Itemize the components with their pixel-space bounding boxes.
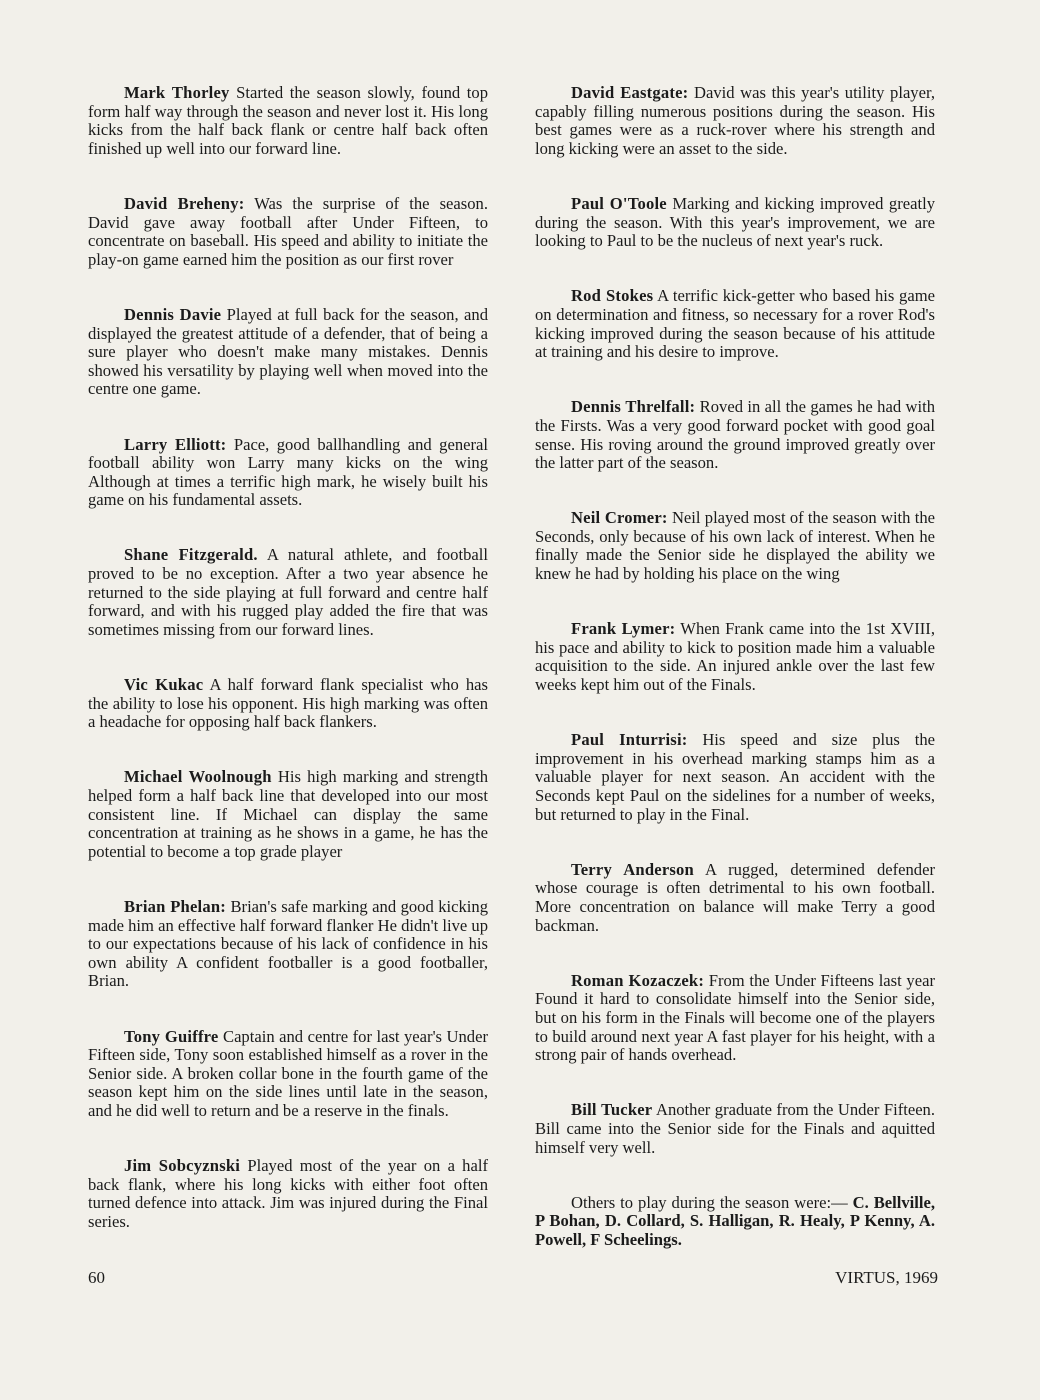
player-entry: [535, 195, 935, 251]
player-description: David was this year's utility player, capably filling numerous positions during the season. His best games were as a ruck-rover where his strength and long kicking were an asset to the side.: [535, 83, 935, 158]
player-description: Pace, good ballhandling and general football ability won Larry many kicks on the wing Although at times a terrific high mark, he wisely built his game on his fundamental assets.: [88, 434, 488, 510]
player-description: His speed and size plus the improvement in his overhead marking stamps him as a valuable player for next season. An accident with the Seconds kept Paul on the sidelines for a number of weeks, but returned to play in the Final.: [535, 730, 935, 824]
player-name: Shane Fitzgerald.: [124, 545, 258, 565]
player-entry: [88, 1028, 488, 1121]
player-name: Roman Kozaczek:: [571, 970, 705, 990]
player-description: A natural athlete, and football proved to be no exception. After a two year absence he returned to the side playing at full forward and centre half forward, and with his rugged play added the fire that was sometimes missing from our forward lines.: [88, 545, 488, 639]
player-description: From the Under Fifteens last year Found it hard to consolidate himself into the Senior side, but on his form in the Finals will become one of the players to build around next year A fast player for his height, with a strong pair of hands overhead.: [535, 970, 935, 1065]
player-description: Roved in all the games he had with the Firsts. Was a very good forward pocket with good goal sense. His roving around the ground improved greatly over the latter part of the season.: [535, 397, 936, 473]
player-entry: [88, 1157, 488, 1231]
player-name: David Eastgate:: [571, 83, 689, 102]
player-name: Terry Anderson: [571, 859, 694, 879]
player-name: Vic Kukac: [124, 675, 204, 695]
player-name: Michael Woolnough: [124, 767, 272, 787]
player-name: Dennis Davie: [124, 304, 222, 324]
player-name: Larry Elliott:: [124, 434, 227, 454]
right-column: [535, 84, 935, 1286]
others-intro: Others to play during the season were:—: [571, 1192, 848, 1212]
player-name: Rod Stokes: [571, 286, 654, 306]
player-entry: [88, 768, 488, 861]
player-name: Paul O'Toole: [571, 193, 667, 213]
player-name: Brian Phelan:: [124, 896, 227, 916]
player-description: Was the surprise of the season. David gave away football after Under Fifteen, to concentrate on baseball. His speed and ability to initiate the play-on game earned him the position as our first rover: [88, 193, 488, 269]
player-entry: [88, 898, 488, 991]
player-description: Marking and kicking improved greatly during the season. With this year's improvement, we are looking to Paul to be the nucleus of next year's ruck.: [535, 193, 935, 251]
player-name: Jim Sobcyznski: [124, 1156, 241, 1176]
player-entry: [535, 287, 935, 361]
player-entry: [535, 509, 935, 583]
player-entry: [535, 972, 935, 1065]
player-name: Bill Tucker: [571, 1100, 653, 1120]
player-name: Paul Inturrisi:: [571, 730, 688, 750]
player-entry: [535, 731, 935, 824]
publication-footer: VIRTUS, 1969: [835, 1268, 938, 1287]
player-description: His high marking and strength helped form a half back line that developed into our most consistent line. If Michael can display the same concentration at training as he shows in a game, he has the potential to become a top grade player: [88, 767, 488, 861]
player-description: A half forward flank specialist who has the ability to lose his opponent. His high marking was often a headache for opposing half back flankers.: [88, 675, 488, 732]
page-number: 60: [88, 1268, 105, 1287]
player-entry: [88, 195, 488, 269]
player-description: Started the season slowly, found top form half way through the season and never lost it. His long kicks from the half back flank or centre half back often finished up well into our forward line.: [88, 83, 488, 158]
player-entry: [535, 620, 935, 694]
player-name: Neil Cromer:: [571, 508, 668, 528]
player-entry: [88, 676, 488, 732]
player-entry: [88, 546, 488, 639]
player-entry: [535, 1101, 935, 1157]
player-name: Frank Lymer:: [571, 619, 676, 639]
player-description: Played most of the year on a half back flank, where his long kicks with either foot often turned defence into attack. Jim was injured during the Final series.: [88, 1156, 488, 1231]
player-description: Played at full back for the season, and displayed the greatest attitude of a defender, that of being a sure player who doesn't make many mistakes. Dennis showed his versatility by playing well when moved into the centre one game.: [88, 304, 488, 399]
player-name: Dennis Threlfall:: [571, 397, 696, 417]
player-entry: [88, 436, 488, 510]
player-description: A terrific kick-getter who based his game on determination and fitness, so necessary for a rover Rod's kicking improved during the season because of his attitude at training and his desire to improve.: [535, 286, 935, 362]
left-column: [88, 84, 488, 1268]
player-entry: [535, 84, 935, 158]
player-description: A rugged, determined defender whose courage is often detrimental to his own football. More concentration on balance will make Terry a good backman.: [535, 859, 935, 935]
player-entry: [535, 398, 935, 472]
others-entry: [535, 1194, 935, 1250]
player-name: David Breheny:: [124, 193, 245, 213]
player-description: When Frank came into the 1st XVIII, his pace and ability to kick to position made him a valuable acquisition to the side. An injured ankle over the last few weeks kept him out of the Finals.: [535, 619, 935, 695]
others-names: C. Bellville, P Bohan, D. Collard, S. Halligan, R. Healy, P Kenny, A. Powell, F Scheelings.: [535, 1192, 935, 1249]
player-entry: [535, 861, 935, 935]
player-description: Another graduate from the Under Fifteen. Bill came into the Senior side for the Finals and aquitted himself very well.: [535, 1100, 936, 1157]
player-description: Brian's safe marking and good kicking made him an effective half forward flanker He didn't live up to our expectations because of his lack of confidence in his own ability A confident footballer is a good footballer, Brian.: [88, 896, 488, 991]
player-entry: [88, 84, 488, 158]
player-name: Mark Thorley: [124, 83, 230, 102]
player-description: Captain and centre for last year's Under Fifteen side, Tony soon established himself as a rover in the Senior side. A broken collar bone in the fourth game of the season kept him on the side lines until late in the season, and he did well to return and be a reserve in the finals.: [88, 1026, 488, 1120]
player-description: Neil played most of the season with the Seconds, only because of his own lack of interest. When he finally made the Senior side he displayed the ability we knew he had by holding his place on the wing: [535, 508, 935, 584]
player-entry: [88, 306, 488, 399]
player-name: Tony Guiffre: [124, 1026, 219, 1046]
